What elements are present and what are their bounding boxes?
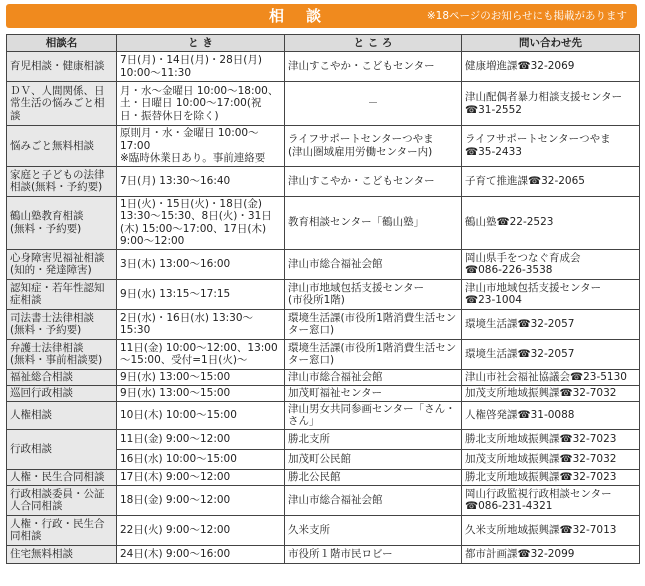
consultation-time: 9日(水) 13:00～15:00 <box>117 385 285 401</box>
table-row <box>7 82 640 126</box>
header-contact: 問い合わせ先 <box>462 35 640 52</box>
consultation-contact: 環境生活課☎32-2057 <box>462 309 640 339</box>
table-row <box>7 385 640 401</box>
header-name: 相談名 <box>7 35 117 52</box>
consultation-place: 勝北支所 <box>285 429 462 449</box>
banner-note: ※18ページのお知らせにも掲載があります <box>426 10 627 22</box>
consultation-name: 家庭と子どもの法律相談(無料・予約要) <box>7 166 117 196</box>
consultation-time: 原則月・水・金曜日 10:00～17:00 ※臨時休業日あり。事前連絡要 <box>117 126 285 167</box>
consultation-name: 人権・行政・民生合同相談 <box>7 515 117 545</box>
table-row <box>7 485 640 515</box>
consultation-contact: 津山配偶者暴力相談支援センター☎31-2552 <box>462 82 640 126</box>
consultation-place: 勝北公民館 <box>285 469 462 485</box>
table-row <box>7 279 640 309</box>
consultation-name: 住宅無料相談 <box>7 545 117 563</box>
consultation-table <box>6 34 640 564</box>
consultation-name: 司法書士法律相談 (無料・予約要) <box>7 309 117 339</box>
consultation-name: 人権相談 <box>7 401 117 429</box>
table-row <box>7 52 640 82</box>
consultation-time: 11日(金) 9:00～12:00 <box>117 429 285 449</box>
consultation-contact: 久米支所地域振興課☎32-7013 <box>462 515 640 545</box>
consultation-place: 津山市地域包括支援センター (市役所1階) <box>285 279 462 309</box>
table-row <box>7 515 640 545</box>
consultation-place: 久米支所 <box>285 515 462 545</box>
consultation-contact: 津山市地域包括支援センター ☎23-1004 <box>462 279 640 309</box>
consultation-place: 津山男女共同参画センター「さん・さん」 <box>285 401 462 429</box>
header-place: と こ ろ <box>285 35 462 52</box>
consultation-place: 加茂町福祉センター <box>285 385 462 401</box>
consultation-name: 人権・民生合同相談 <box>7 469 117 485</box>
consultation-contact: 人権啓発課☎31-0088 <box>462 401 640 429</box>
consultation-time: 3日(木) 13:00～16:00 <box>117 249 285 279</box>
consultation-time: 18日(金) 9:00～12:00 <box>117 485 285 515</box>
table-row <box>7 339 640 369</box>
consultation-contact: 加茂支所地域振興課☎32-7032 <box>462 449 640 469</box>
consultation-time: 7日(月)・14日(月)・28日(月) 10:00～11:30 <box>117 52 285 82</box>
consultation-place: 津山すこやか・こどもセンター <box>285 166 462 196</box>
consultation-time: 17日(木) 9:00～12:00 <box>117 469 285 485</box>
consultation-place: 津山市総合福祉会館 <box>285 249 462 279</box>
consultation-contact: 健康増進課☎32-2069 <box>462 52 640 82</box>
consultation-name: 育児相談・健康相談 <box>7 52 117 82</box>
consultation-name: 福祉総合相談 <box>7 369 117 385</box>
consultation-time: 16日(水) 10:00～15:00 <box>117 449 285 469</box>
consultation-time: 7日(月) 13:30～16:40 <box>117 166 285 196</box>
table-row <box>7 166 640 196</box>
consultation-place: － <box>285 82 462 126</box>
consultation-time: 2日(水)・16日(水) 13:30～15:30 <box>117 309 285 339</box>
consultation-contact: 岡山行政監視行政相談センター ☎086-231-4321 <box>462 485 640 515</box>
consultation-contact: 勝北支所地域振興課☎32-7023 <box>462 469 640 485</box>
consultation-name: 行政相談 <box>7 429 117 469</box>
consultation-time: 10日(木) 10:00～15:00 <box>117 401 285 429</box>
table-row <box>7 369 640 385</box>
consultation-contact: 勝北支所地域振興課☎32-7023 <box>462 429 640 449</box>
consultation-name: 心身障害児福祉相談(知的・発達障害) <box>7 249 117 279</box>
consultation-name: 鶴山塾教育相談 (無料・予約要) <box>7 196 117 249</box>
consultation-name: ＤＶ、人間関係、日常生活の悩みごと相談 <box>7 82 117 126</box>
consultation-contact: 子育て推進課☎32-2065 <box>462 166 640 196</box>
consultation-place: 環境生活課(市役所1階消費生活センター窓口) <box>285 309 462 339</box>
consultation-contact: 都市計画課☎32-2099 <box>462 545 640 563</box>
consultation-time: 1日(火)・15日(火)・18日(金) 13:30～15:30、8日(火)・31日(木) 15:00～17:00、17日(木) 9:00～12:00 <box>117 196 285 249</box>
table-row <box>7 469 640 485</box>
section-banner <box>6 4 637 28</box>
consultation-name: 弁護士法律相談 (無料・事前相談要) <box>7 339 117 369</box>
consultation-contact: ライフサポートセンターつやま ☎35-2433 <box>462 126 640 167</box>
consultation-time: 月・水～金曜日 10:00～18:00、 土・日曜日 10:00～17:00(祝日・振替休日を除く) <box>117 82 285 126</box>
consultation-time: 22日(火) 9:00～12:00 <box>117 515 285 545</box>
consultation-place: 加茂町公民館 <box>285 449 462 469</box>
header-row <box>7 35 640 52</box>
consultation-time: 24日(木) 9:00～16:00 <box>117 545 285 563</box>
consultation-time: 9日(水) 13:15～17:15 <box>117 279 285 309</box>
consultation-name: 認知症・若年性認知症相談 <box>7 279 117 309</box>
consultation-place: 津山すこやか・こどもセンター <box>285 52 462 82</box>
consultation-place: ライフサポートセンターつやま (津山圏域雇用労働センター内) <box>285 126 462 167</box>
consultation-contact: 環境生活課☎32-2057 <box>462 339 640 369</box>
table-row <box>7 429 640 449</box>
table-row <box>7 126 640 167</box>
table-row <box>7 309 640 339</box>
consultation-time: 9日(水) 13:00～15:00 <box>117 369 285 385</box>
consultation-name: 悩みごと無料相談 <box>7 126 117 167</box>
consultation-place: 津山市総合福祉会館 <box>285 369 462 385</box>
consultation-place: 津山市総合福祉会館 <box>285 485 462 515</box>
consultation-name: 行政相談委員・公証人合同相談 <box>7 485 117 515</box>
consultation-place: 教育相談センター「鶴山塾」 <box>285 196 462 249</box>
consultation-time: 11日(金) 10:00～12:00、13:00～15:00、受付=1日(火)～ <box>117 339 285 369</box>
consultation-contact: 鶴山塾☎22-2523 <box>462 196 640 249</box>
table-row <box>7 545 640 563</box>
table-row <box>7 401 640 429</box>
consultation-place: 市役所１階市民ロビー <box>285 545 462 563</box>
table-row <box>7 249 640 279</box>
consultation-contact: 津山市社会福祉協議会☎23-5130 <box>462 369 640 385</box>
consultation-contact: 加茂支所地域振興課☎32-7032 <box>462 385 640 401</box>
banner-title: 相談 <box>268 7 343 25</box>
header-time: と き <box>117 35 285 52</box>
table-row <box>7 196 640 249</box>
consultation-contact: 岡山県手をつなぐ育成会 ☎086-226-3538 <box>462 249 640 279</box>
consultation-place: 環境生活課(市役所1階消費生活センター窓口) <box>285 339 462 369</box>
consultation-name: 巡回行政相談 <box>7 385 117 401</box>
table-body <box>7 52 640 564</box>
